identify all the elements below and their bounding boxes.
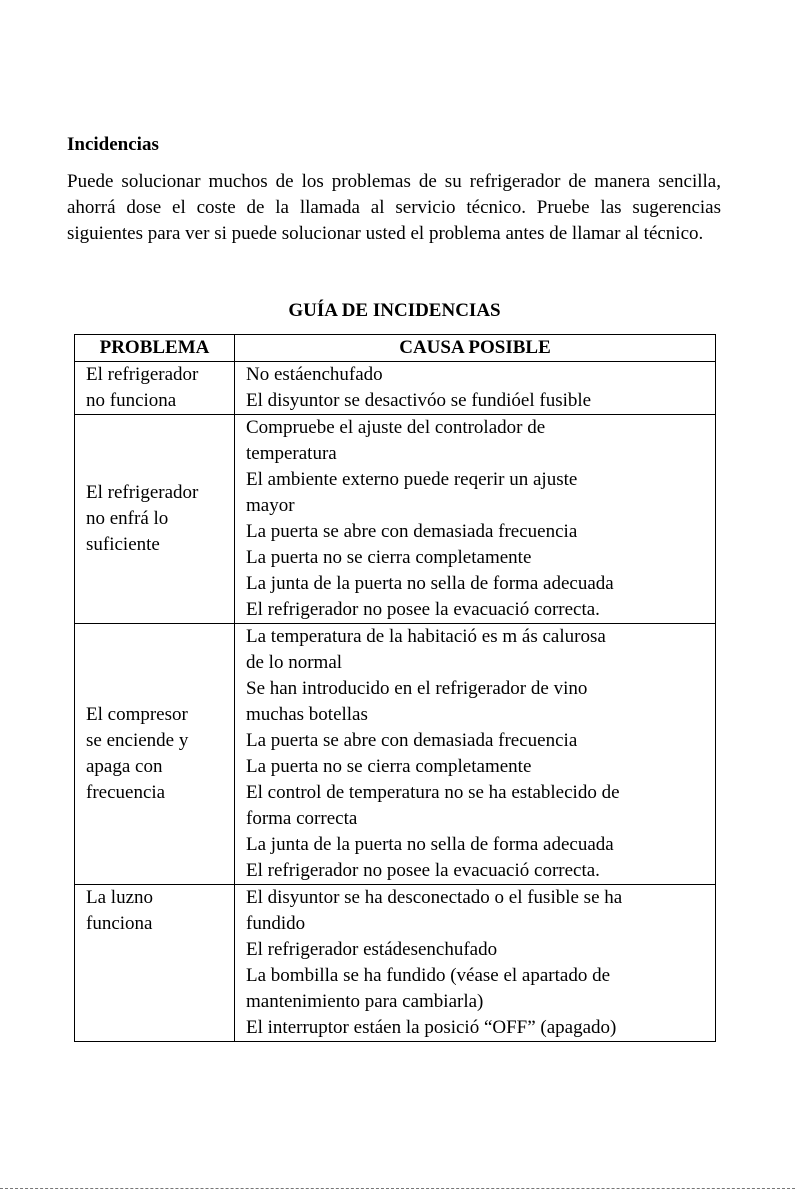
header-problem: PROBLEMA bbox=[75, 335, 235, 362]
problem-line: El compresor bbox=[86, 704, 188, 725]
cause-line: Se han introducido en el refrigerador de vino bbox=[246, 678, 588, 699]
problem-cell bbox=[75, 624, 235, 885]
table-row bbox=[75, 885, 716, 1042]
problem-line: no funciona bbox=[86, 390, 177, 411]
problem-cell bbox=[75, 885, 235, 1042]
cause-line: El disyuntor se ha desconectado o el fusible se ha bbox=[246, 887, 623, 908]
cause-line: El refrigerador no posee la evacuació correcta. bbox=[246, 860, 600, 881]
problem-line: El refrigerador bbox=[86, 482, 199, 503]
intro-paragraph: Puede solucionar muchos de los problemas de su refrigerador de manera sencilla, ahorrá dose el coste de la llamada al servicio técnico. Pruebe las sugerencias siguientes para ver si puede solucionar usted el problema antes de llamar al técnico. bbox=[67, 171, 721, 244]
cause-line: No estáenchufado bbox=[246, 364, 383, 385]
cause-line: La puerta no se cierra completamente bbox=[246, 547, 532, 568]
table-header-row bbox=[75, 335, 716, 362]
problem-cell bbox=[75, 362, 235, 415]
cause-line: forma correcta bbox=[246, 808, 358, 829]
section-title: Incidencias bbox=[67, 134, 159, 155]
page-bottom-rule bbox=[0, 1188, 795, 1189]
cause-line: La puerta se abre con demasiada frecuencia bbox=[246, 730, 578, 751]
cause-line: El interruptor estáen la posició “OFF” (apagado) bbox=[246, 1017, 617, 1038]
cause-line: fundido bbox=[246, 913, 306, 934]
problem-line: se enciende y bbox=[86, 730, 189, 751]
cause-cell bbox=[235, 415, 716, 624]
cause-line: La junta de la puerta no sella de forma adecuada bbox=[246, 834, 614, 855]
troubleshooting-table bbox=[74, 334, 716, 1042]
cause-line: La puerta se abre con demasiada frecuencia bbox=[246, 521, 578, 542]
cause-line: temperatura bbox=[246, 443, 337, 464]
cause-line: muchas botellas bbox=[246, 704, 368, 725]
table-row bbox=[75, 362, 716, 415]
cause-line: El ambiente externo puede reqerir un ajuste bbox=[246, 469, 578, 490]
problem-line: La luzno bbox=[86, 887, 154, 908]
table-row bbox=[75, 415, 716, 624]
cause-line: mantenimiento para cambiarla) bbox=[246, 991, 484, 1012]
problem-line: funciona bbox=[86, 913, 153, 934]
problem-line: no enfrá lo bbox=[86, 508, 169, 529]
cause-cell bbox=[235, 362, 716, 415]
cause-line: La junta de la puerta no sella de forma adecuada bbox=[246, 573, 614, 594]
table-title: GUÍA DE INCIDENCIAS bbox=[288, 300, 501, 321]
cause-line: mayor bbox=[246, 495, 295, 516]
cause-line: La temperatura de la habitació es m ás calurosa bbox=[246, 626, 606, 647]
cause-cell bbox=[235, 624, 716, 885]
problem-line: suficiente bbox=[86, 534, 160, 555]
cause-cell bbox=[235, 885, 716, 1042]
cause-line: El control de temperatura no se ha establecido de bbox=[246, 782, 620, 803]
problem-line: El refrigerador bbox=[86, 364, 199, 385]
problem-cell bbox=[75, 415, 235, 624]
header-cause: CAUSA POSIBLE bbox=[235, 335, 716, 362]
cause-line: La bombilla se ha fundido (véase el apartado de bbox=[246, 965, 611, 986]
cause-line: El refrigerador no posee la evacuació correcta. bbox=[246, 599, 600, 620]
problem-line: apaga con bbox=[86, 756, 163, 777]
cause-line: El refrigerador estádesenchufado bbox=[246, 939, 498, 960]
cause-line: El disyuntor se desactivóo se fundióel fusible bbox=[246, 390, 592, 411]
table-row bbox=[75, 624, 716, 885]
cause-line: La puerta no se cierra completamente bbox=[246, 756, 532, 777]
problem-line: frecuencia bbox=[86, 782, 166, 803]
cause-line: Compruebe el ajuste del controlador de bbox=[246, 417, 546, 438]
cause-line: de lo normal bbox=[246, 652, 343, 673]
